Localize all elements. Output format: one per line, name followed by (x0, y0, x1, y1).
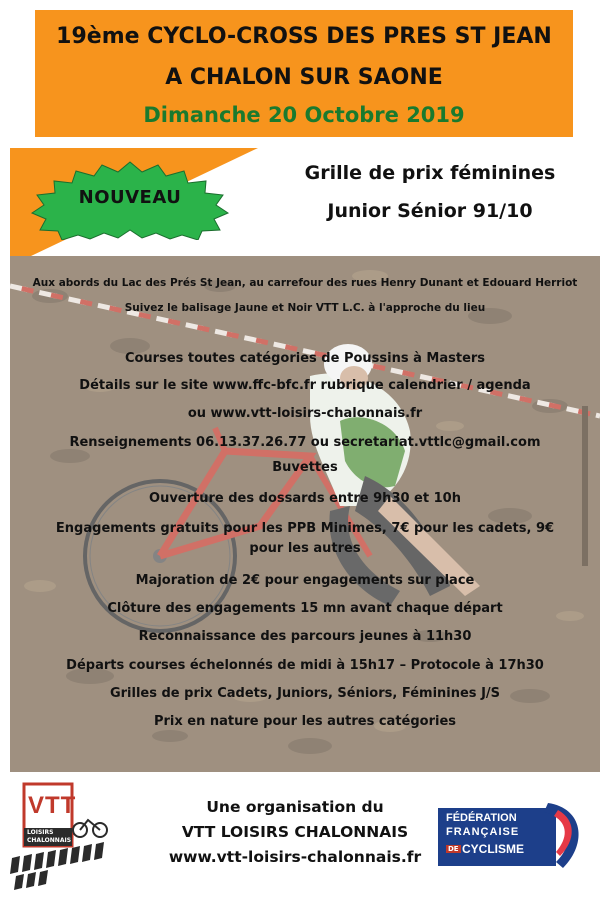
organisation-website-link[interactable]: www.vtt-loisirs-chalonnais.fr (168, 848, 422, 866)
info-line-3: Courses toutes catégories de Poussins à Masters (124, 351, 486, 366)
ffc-logo (438, 798, 588, 878)
event-date: Dimanche 20 Octobre 2019 (143, 103, 465, 127)
info-line-11: Majoration de 2€ pour engagements sur place (135, 573, 475, 588)
organisation-name: VTT LOISIRS CHALONNAIS (181, 823, 409, 841)
ffc-logo-line1: FÉDÉRATION (446, 812, 517, 824)
subtitle-line1: Grille de prix féminines (304, 162, 556, 184)
info-line-10: pour les autres (249, 541, 361, 556)
vtt-logo-line1: LOISIRS (27, 829, 54, 836)
ffc-logo-line3: CYCLISME (462, 842, 525, 856)
vtt-logo-line2: CHALONNAIS (27, 837, 72, 844)
ffc-logo-line2: FRANÇAISE (446, 826, 520, 838)
info-line-15: Grilles de prix Cadets, Juniors, Séniors, Féminines J/S (109, 686, 501, 701)
info-line-7: Buvettes (272, 460, 338, 475)
vtt-logo-big-text: VTT (28, 792, 77, 819)
info-line-4: Détails sur le site www.ffc-bfc.fr rubrique calendrier / agenda (79, 378, 531, 393)
cyclist-photo (10, 256, 600, 772)
info-line-5: ou www.vtt-loisirs-chalonnais.fr (187, 406, 423, 421)
info-line-8: Ouverture des dossards entre 9h30 et 10h (149, 491, 461, 506)
ffc-logo-de: DE (448, 845, 459, 853)
header-banner (35, 10, 573, 137)
info-line-14: Départs courses échelonnés de midi à 15h17 – Protocole à 17h30 (66, 658, 544, 673)
info-line-2: Suivez le balisage Jaune et Noir VTT L.C. à l'approche du lieu (124, 302, 486, 314)
info-line-6: Renseignements 06.13.37.26.77 ou secretariat.vttlc@gmail.com (69, 435, 541, 450)
event-title: 19ème CYCLO-CROSS DES PRES ST JEAN (56, 24, 552, 49)
info-line-9: Engagements gratuits pour les PPB Minimes, 7€ pour les cadets, 9€ (55, 521, 555, 536)
subtitle-line2: Junior Sénior 91/10 (327, 200, 533, 222)
info-line-12: Clôture des engagements 15 mn avant chaque départ (107, 601, 503, 616)
info-line-16: Prix en nature pour les autres catégories (153, 714, 457, 729)
new-badge (30, 160, 230, 240)
info-line-1: Aux abords du Lac des Prés St Jean, au carrefour des rues Henry Dunant et Edouard Herriot (32, 277, 578, 289)
info-line-13: Reconnaissance des parcours jeunes à 11h30 (138, 629, 472, 644)
ffc-swoosh-icon (438, 798, 588, 878)
vtt-loisirs-logo (10, 780, 115, 890)
event-location: A CHALON SUR SAONE (165, 65, 443, 90)
new-badge-label: NOUVEAU (78, 187, 182, 208)
organisation-label: Une organisation du (206, 798, 384, 816)
